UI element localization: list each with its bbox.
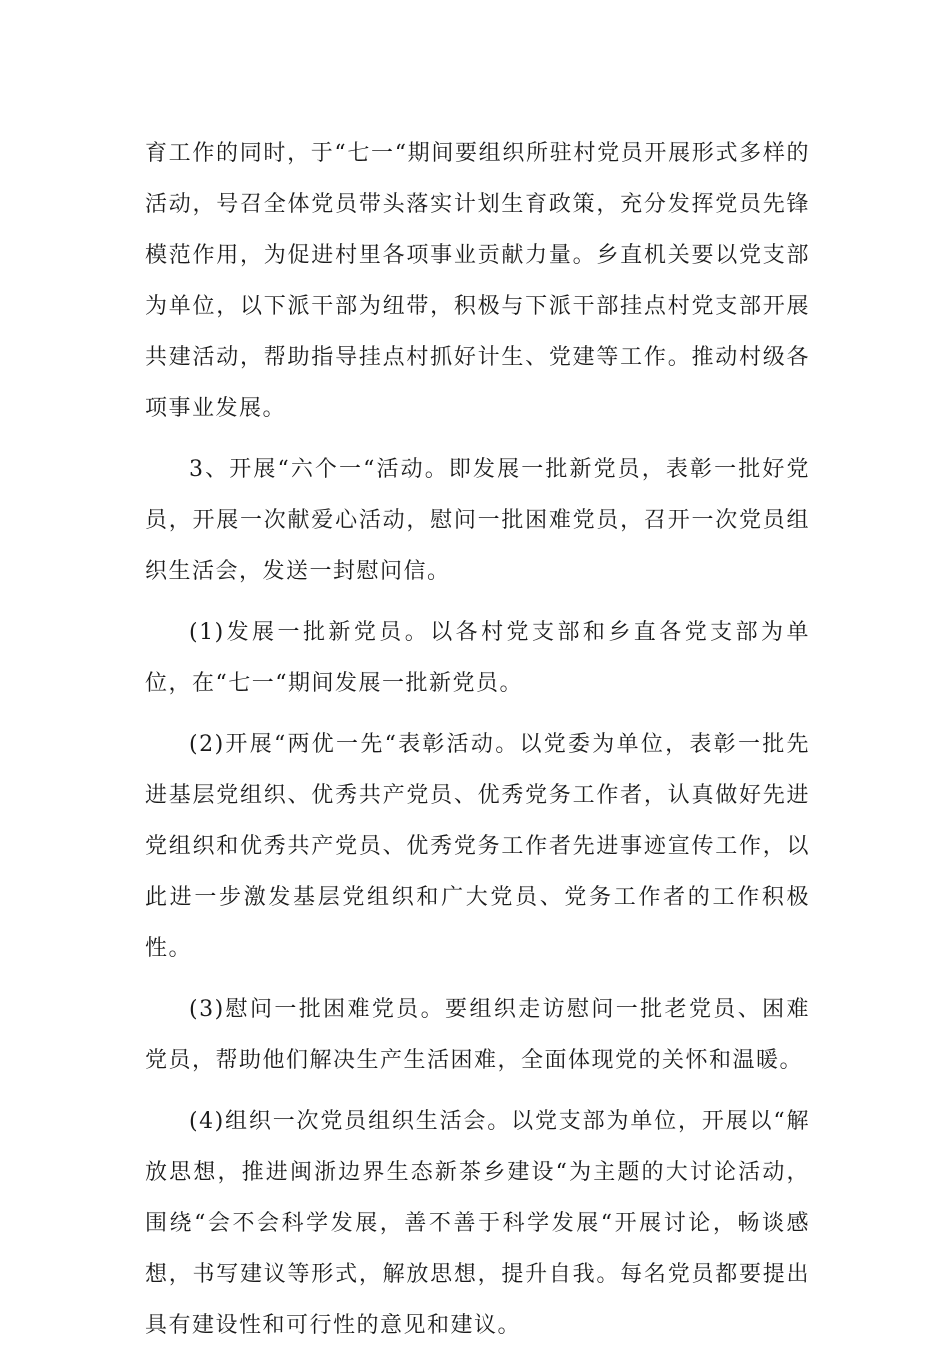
paragraph-item-4: (4)组织一次党员组织生活会。以党支部为单位，开展以“解放思想，推进闽浙边界生态新茶乡建设“为主题的大讨论活动，围绕“会不会科学发展，善不善于科学发展“开展讨论，畅谈感想，书写建议等形式，解放思想，提升自我。每名党员都要提出具有建设性和可行性的意见和建议。 [145, 1109, 810, 1338]
paragraph-item-1: (1)发展一批新党员。以各村党支部和乡直各党支部为单位，在“七一“期间发展一批新党员。 [145, 620, 810, 696]
paragraph-six-ones-activity: 3、开展“六个一“活动。即发展一批新党员，表彰一批好党员，开展一次献爱心活动，慰问一批困难党员，召开一次党员组织生活会，发送一封慰问信。 [145, 457, 810, 584]
paragraph-item-3: (3)慰问一批困难党员。要组织走访慰问一批老党员、困难党员，帮助他们解决生产生活困难，全面体现党的关怀和温暖。 [145, 997, 810, 1073]
document-body [145, 128, 810, 1361]
paragraph-continued: 育工作的同时，于“七一“期间要组织所驻村党员开展形式多样的活动，号召全体党员带头落实计划生育政策，充分发挥党员先锋模范作用，为促进村里各项事业贡献力量。乡直机关要以党支部为单位，以下派干部为纽带，积极与下派干部挂点村党支部开展共建活动，帮助指导挂点村抓好计生、党建等工作。推动村级各项事业发展。 [145, 141, 810, 421]
paragraph-item-2: (2)开展“两优一先“表彰活动。以党委为单位，表彰一批先进基层党组织、优秀共产党员、优秀党务工作者，认真做好先进党组织和优秀共产党员、优秀党务工作者先进事迹宣传工作，以此进一步激发基层党组织和广大党员、党务工作者的工作积极性。 [145, 732, 810, 961]
